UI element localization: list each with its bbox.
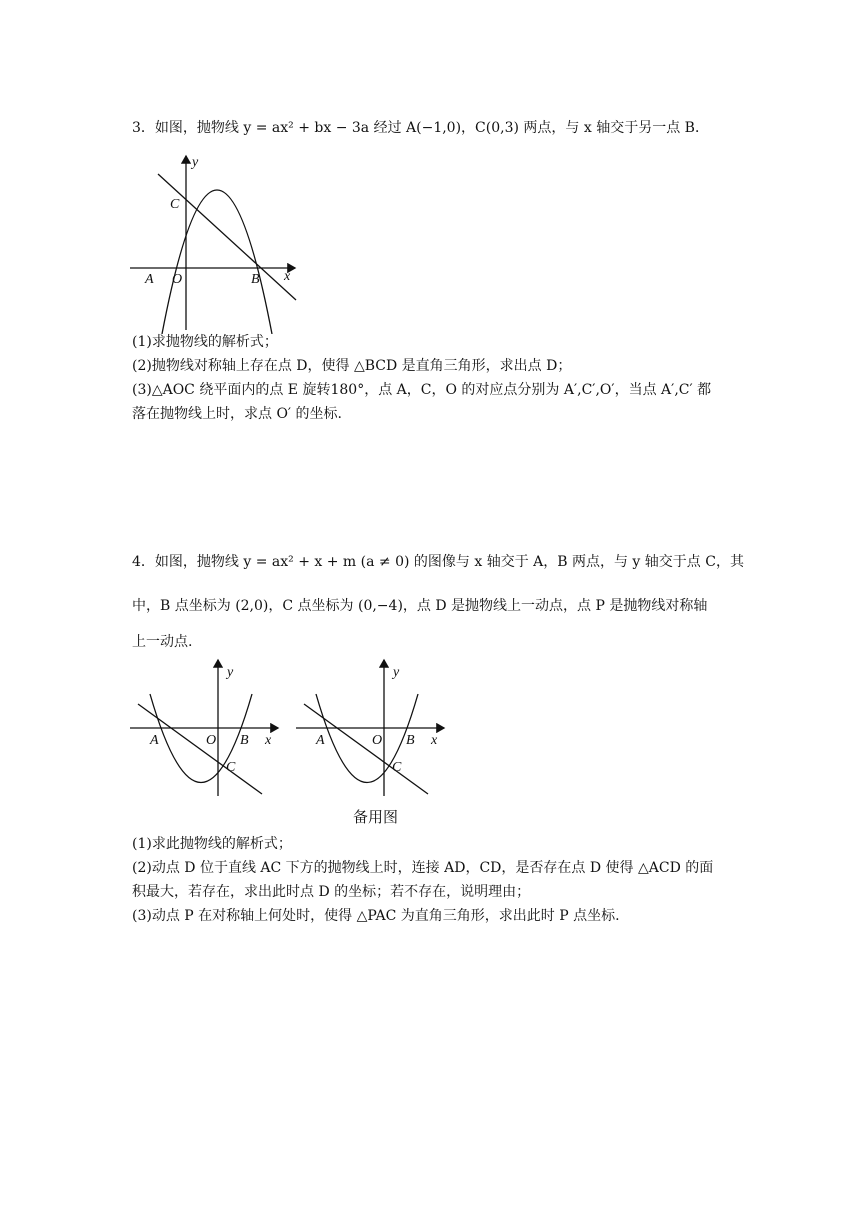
label-a: A (150, 733, 159, 748)
label-o: O (172, 272, 183, 287)
label-x: x (265, 733, 272, 748)
label-y: y (192, 155, 199, 170)
label-a: A (316, 733, 325, 748)
q4-part-1: (1)求此抛物线的解析式； (132, 836, 292, 852)
q4-part-3: (3)动点 P 在对称轴上何处时，使得 △PAC 为直角三角形，求出此时 P 点坐标. (132, 908, 620, 924)
q3-part-1: (1)求抛物线的解析式； (132, 334, 278, 350)
q4-part-2-cont: 积最大，若存在，求出此时点 D 的坐标；若不存在，说明理由； (132, 884, 531, 900)
line-ac (138, 704, 262, 794)
label-y: y (393, 665, 400, 680)
q3-part-3: (3)△AOC 绕平面内的点 E 旋转180°，点 A，C，O 的对应点分别为 A′,C′,O′，当点 A′,C′ 都 (132, 382, 712, 398)
label-o: O (372, 733, 383, 748)
label-x: x (284, 269, 291, 284)
q3-part-3-cont: 落在抛物线上时，求点 O′ 的坐标. (132, 406, 343, 422)
parabola-curve (150, 694, 252, 783)
q3-part-2: (2)抛物线对称轴上存在点 D，使得 △BCD 是直角三角形，求出点 D； (132, 358, 572, 374)
label-b: B (251, 272, 260, 287)
q4-part-2: (2)动点 D 位于直线 AC 下方的抛物线上时，连接 AD，CD，是否存在点 D 使得 △ACD 的面 (132, 860, 714, 876)
label-b: B (406, 733, 415, 748)
q4-stem-line-3: 上一动点. (132, 634, 193, 650)
label-x: x (431, 733, 438, 748)
label-c: C (170, 197, 180, 212)
q4-stem-line-1: 4．如图，抛物线 y = ax² + x + m (a ≠ 0) 的图像与 x 轴交于 A，B 两点，与 y 轴交于点 C，其 (132, 554, 744, 570)
label-y: y (227, 665, 234, 680)
q4-figure-backup (294, 656, 454, 804)
label-c: C (226, 760, 236, 775)
parabola-curve (316, 694, 418, 783)
label-a: A (145, 272, 154, 287)
label-b: B (240, 733, 249, 748)
q3-figure (128, 152, 306, 334)
q3-stem: 3．如图，抛物线 y = ax² + bx − 3a 经过 A(−1,0)，C(0,3) 两点，与 x 轴交于另一点 B． (132, 120, 709, 136)
label-c: C (392, 760, 402, 775)
q4-stem-line-2: 中，B 点坐标为 (2,0)，C 点坐标为 (0,−4)，点 D 是抛物线上一动点，点 P 是抛物线对称轴 (132, 598, 708, 614)
backup-figure-caption: 备用图 (353, 808, 399, 826)
q4-figure-main (128, 656, 288, 804)
line-ac (304, 704, 428, 794)
label-o: O (206, 733, 217, 748)
